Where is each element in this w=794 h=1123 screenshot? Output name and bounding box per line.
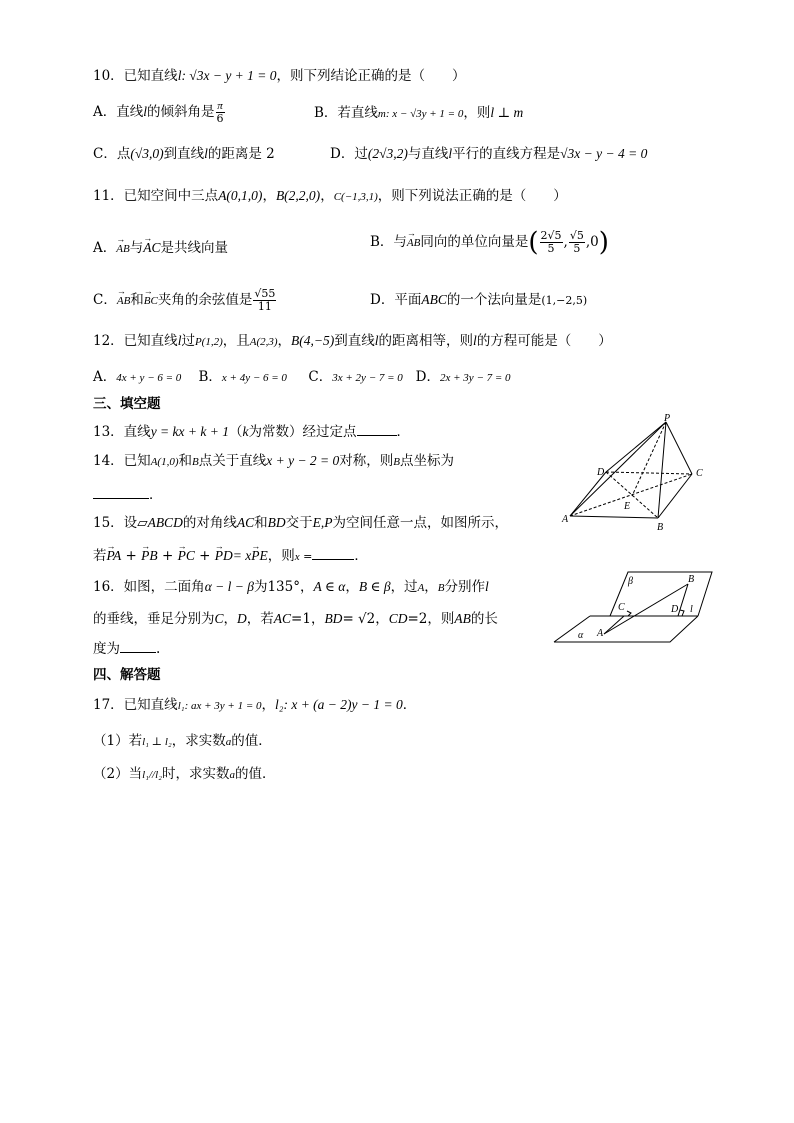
q13-answer-blank[interactable] (357, 421, 397, 436)
q15-answer-blank[interactable] (312, 545, 354, 560)
q11-option-a: A．→ AB与→ AC是共线向量 (93, 238, 228, 259)
label-C: C (618, 602, 625, 613)
edge-PC (666, 422, 692, 474)
q10-option-a-fraction: $\frac{\pi}{6}$ (216, 100, 224, 125)
pyramid-edges (570, 422, 692, 518)
label-B: B (657, 522, 664, 533)
label-P: P (664, 413, 671, 424)
section-3-heading: 三、填空题 (93, 396, 161, 412)
q10-stem: 10．已知直线l: √3x − y + 1 = 0，则下列结论正确的是（ ） (93, 68, 466, 84)
q16: 16．如图，二面角α − l − β为135°，A ∈ α，B ∈ β，过A，B分别作l (93, 579, 489, 595)
q16-line2: 的垂线，垂足分别为C，D，若AC=1，BD= √2，CD=2，则AB的长 (93, 611, 498, 627)
plane-alpha-left-edge (554, 616, 590, 642)
plane-beta-edge (610, 572, 712, 616)
diagonal-AC (570, 474, 692, 516)
q11-stem: 11．已知空间中三点A(0,1,0)，B(2,2,0)，C(−1,3,1)，则下列说法正确的是（ ） (93, 188, 567, 204)
label-beta: β (628, 576, 633, 587)
right-angle-D (680, 610, 684, 616)
q14-answer-line: ． (93, 484, 163, 505)
q13: 13．直线y = kx + k + 1（k为常数）经过定点 ． (93, 421, 410, 442)
edge-AB (570, 516, 658, 518)
q10-option-c: C．点(√3,0)到直线l的距离是 2 (93, 146, 275, 162)
q10-option-b: B．若直线m: x − √3y + 1 = 0，则l ⊥ m (314, 105, 524, 121)
edge-PD (606, 422, 666, 472)
label-C: C (696, 468, 703, 479)
label-D: D (597, 467, 605, 478)
label-E: E (624, 501, 631, 512)
label-D: D (671, 604, 679, 615)
q14-answer-blank[interactable] (93, 484, 149, 499)
q16-line3: 度为 . (93, 638, 160, 659)
q11-option-d: D．平面ABC的一个法向量是(1,−2,5) (370, 292, 588, 308)
q11-option-c: C．→ AB和→ BC夹角的余弦值是 $\frac{√55}{11}$ (93, 288, 277, 313)
q15-line2: 若→ PA + → PB + → PC + → PD= x→ PE，则x = ． (93, 545, 368, 567)
q17-stem: 17．已知直线l₁: ax + 3y + 1 = 0，l₂: x + (a − 2)y − 1 = 0． (93, 697, 417, 713)
edge-BC (658, 474, 692, 518)
section-4-heading: 四、解答题 (93, 667, 161, 683)
label-A: A (597, 628, 604, 639)
q14: 14．已知A(1,0)和B点关于直线x + y − 2 = 0对称，则B点坐标为 (93, 453, 455, 469)
q16-answer-blank[interactable] (120, 638, 156, 653)
q17-part2: （2）当l₁//l₂时，求实数a的值． (93, 766, 276, 782)
q12-stem: 12．已知直线l过P(1,2)，且A(2,3)，B(4,−5)到直线l的距离相等，则l的方程可能是（ ） (93, 333, 612, 349)
edge-AD (570, 472, 606, 516)
label-alpha: α (578, 630, 584, 641)
q10-option-d: D．过(2√3,2)与直线l平行的直线方程是√3x − y − 4 = 0 (330, 146, 648, 162)
q15: 15．设▱ABCD的对角线AC和BD交于E,P为空间任意一点，如图所示， (93, 515, 508, 531)
q11-option-b: B．与→ AB同向的单位向量是( $\frac{2√5}{5}$ , $\frac{√5}{5}$ ,0) (370, 230, 609, 255)
q10-option-a: A．直线l的倾斜角是 $\frac{\pi}{6}$ (93, 100, 224, 125)
edge-DC (606, 472, 692, 474)
dihedral-angle-figure (552, 570, 714, 646)
q12-options: A．4x + y − 6 = 0 B．x + 4y − 6 = 0 C．3x + 2y − 7 = 0 D．2x + 3y − 7 = 0 (93, 369, 511, 385)
label-B: B (688, 574, 695, 585)
label-l: l (690, 604, 693, 615)
label-A: A (562, 514, 569, 525)
q17-part1: （1）若l₁ ⊥ l₂，求实数a的值． (93, 733, 272, 749)
plane-alpha-edge (554, 616, 698, 642)
edge-PA (570, 422, 666, 516)
segment-AC (604, 616, 624, 634)
pyramid-figure (560, 412, 710, 534)
right-angle-C (627, 611, 631, 616)
